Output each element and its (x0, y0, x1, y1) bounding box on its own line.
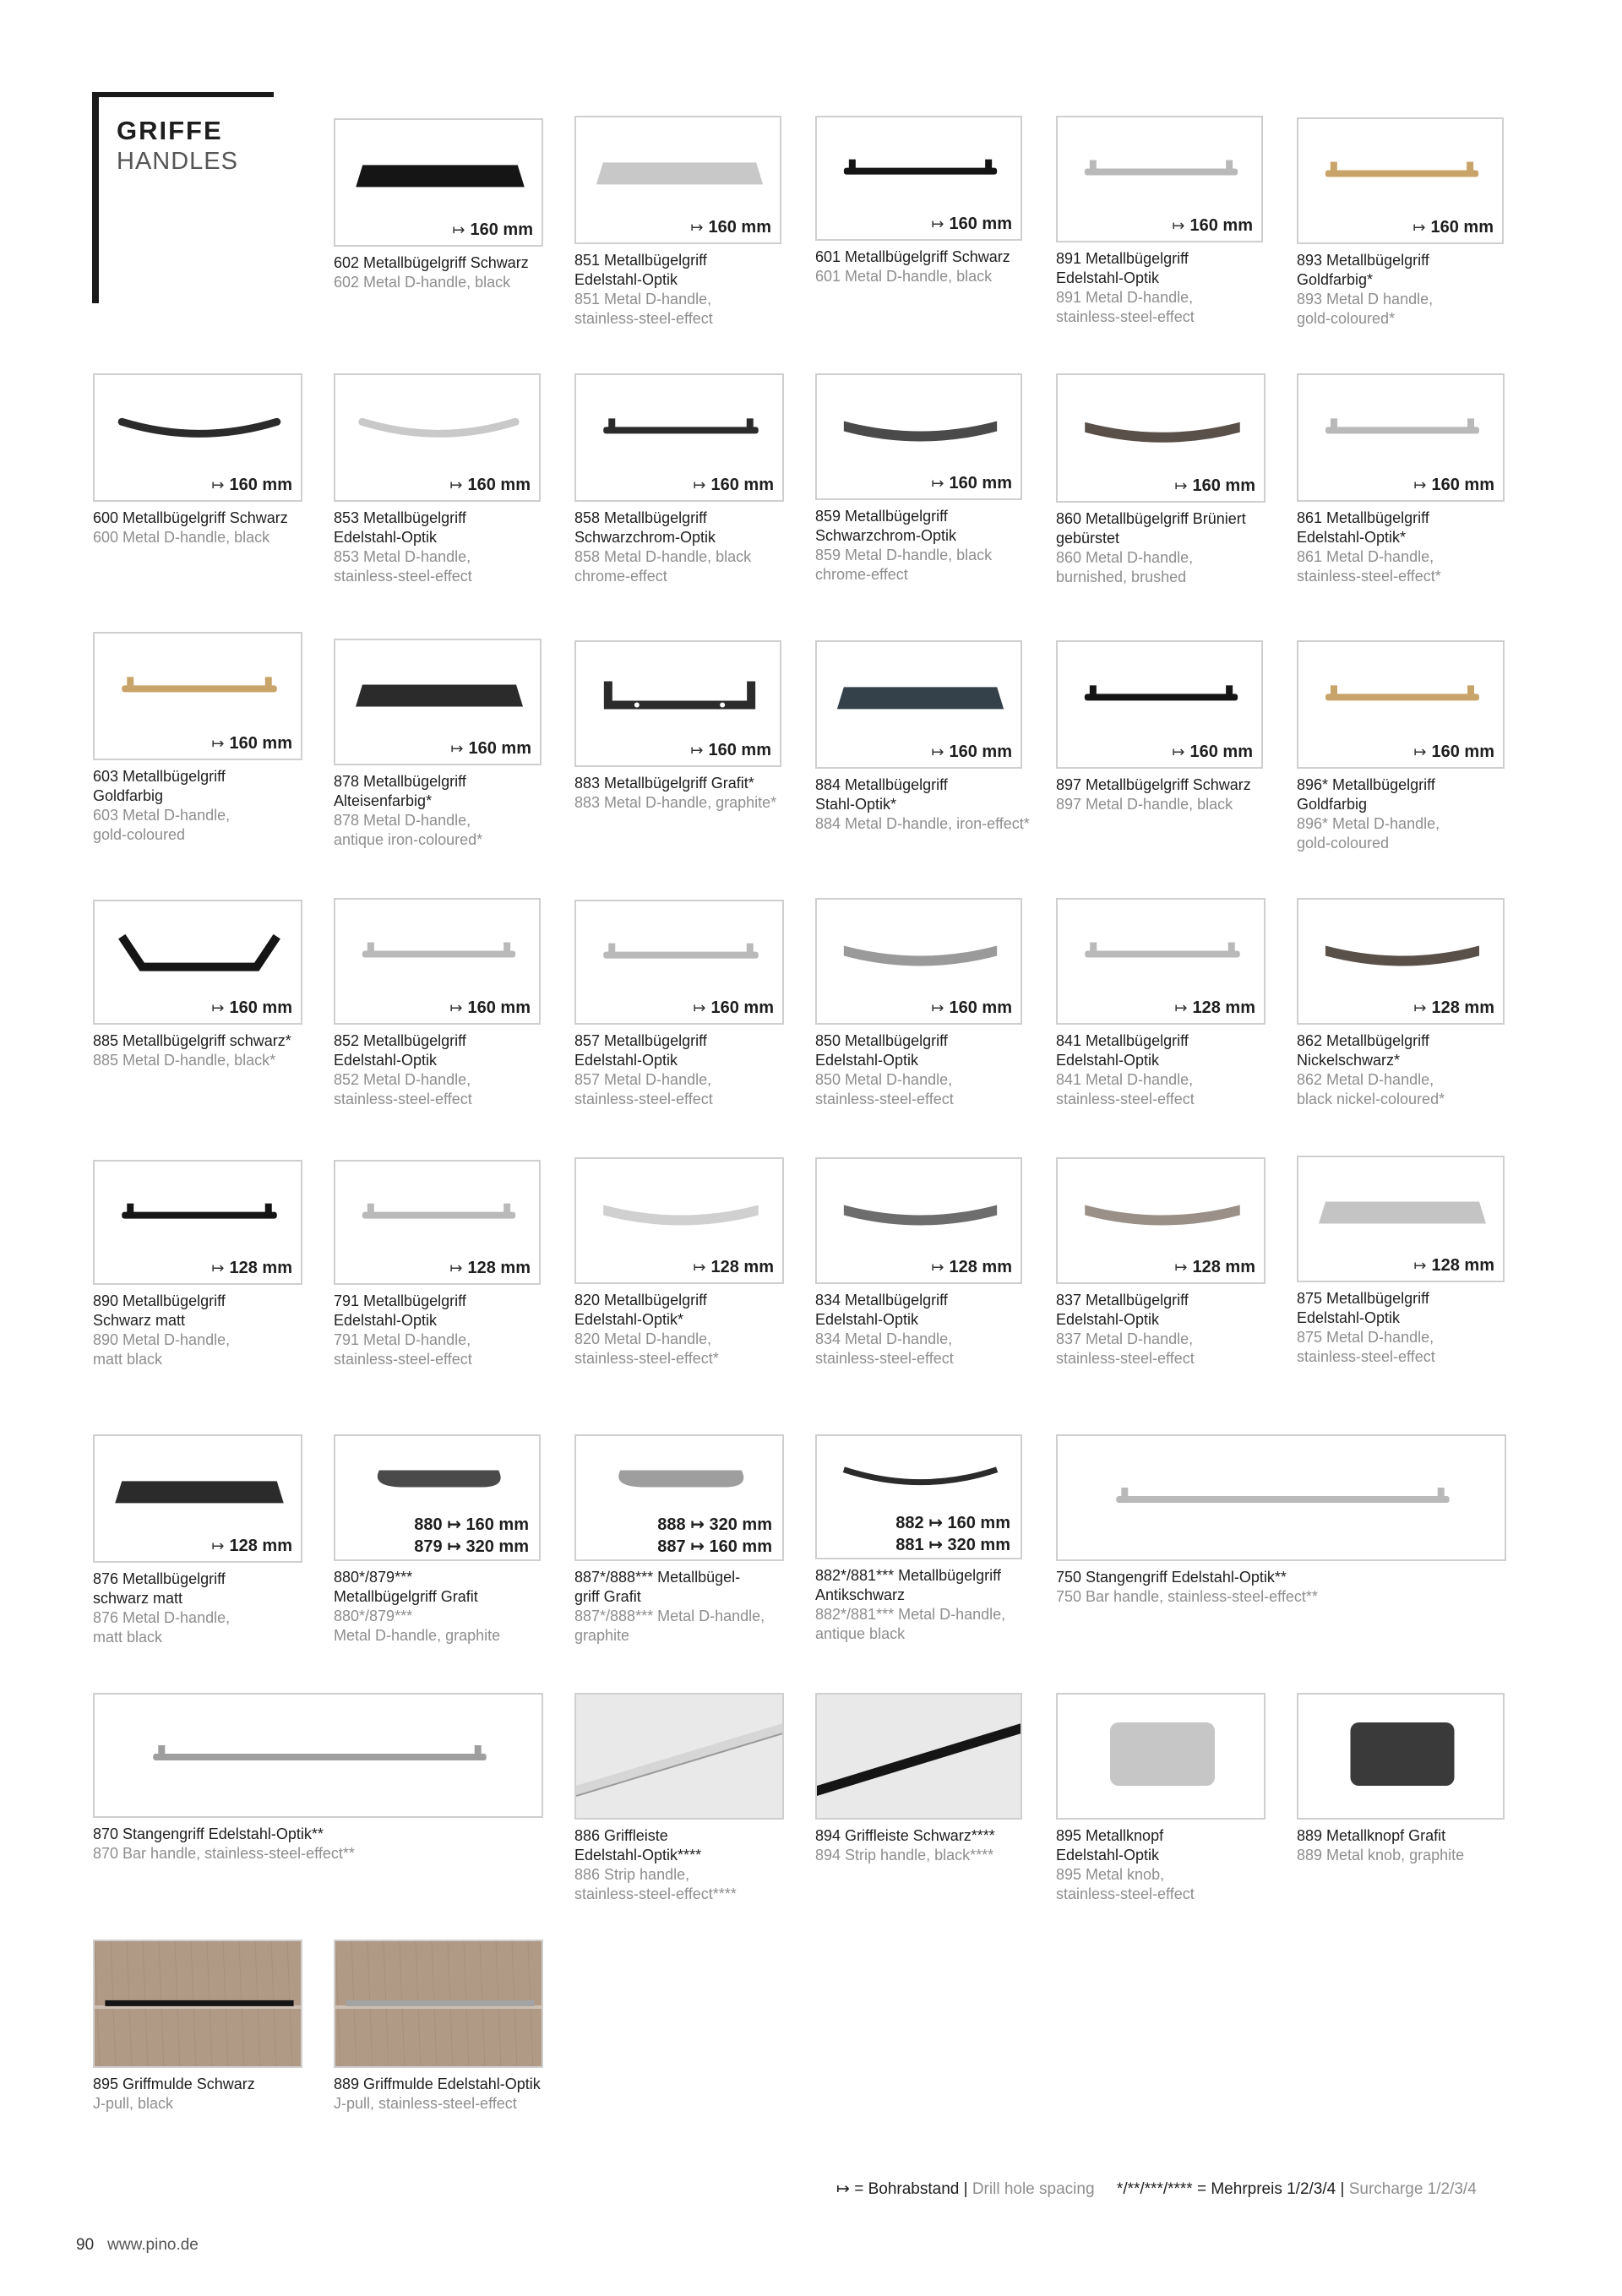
product-name-en: 896* Metal D-handle, gold-coloured (1297, 815, 1440, 851)
product-image (334, 1434, 541, 1561)
product-caption (93, 2075, 321, 2114)
product-name-de: 861 Metallbügelgriff Edelstahl-Optik* (1297, 509, 1429, 546)
product-name-en: 602 Metal D-handle, black (334, 274, 511, 291)
drill-spacing-label (931, 474, 1012, 493)
product-image (1056, 640, 1263, 769)
product-name-en: 883 Metal D-handle, graphite* (574, 794, 777, 811)
website-link[interactable]: www.pino.de (107, 2236, 199, 2254)
handle-illustration-icon (1058, 1436, 1506, 1561)
spacing-value: 160 mm (470, 220, 533, 239)
handle-illustration-icon (335, 1941, 543, 2068)
drill-spacing-label (657, 1514, 772, 1535)
product-image (574, 116, 781, 244)
product-name-de: 895 Griffmulde Schwarz (93, 2076, 255, 2092)
drill-spacing-label-secondary: 887 ↦ 160 mm (657, 1537, 772, 1556)
header-accent-bar (92, 92, 99, 303)
product-caption (334, 509, 562, 586)
product-name-de: 834 Metallbügelgriff Edelstahl-Optik (815, 1292, 948, 1328)
spacing-value: 160 mm (1431, 743, 1494, 761)
drill-spacing-icon: ↦ (449, 1260, 463, 1276)
spacing-value: 160 mm (708, 218, 771, 237)
product-caption (815, 1291, 1043, 1368)
spacing-value: 160 mm (468, 739, 531, 758)
product-image (815, 373, 1022, 500)
product-image (93, 1160, 302, 1285)
drill-spacing-label (449, 998, 531, 1018)
product-name-de: 878 Metallbügelgriff Alteisenfarbig* (334, 773, 466, 809)
product-image (93, 373, 302, 502)
product-name-en: 862 Metal D-handle, black nickel-coloured* (1297, 1071, 1445, 1107)
product-image (1297, 1693, 1505, 1820)
drill-spacing-icon: ↦ (1174, 477, 1188, 494)
product-image (815, 898, 1022, 1025)
spacing-value: 160 mm (229, 734, 292, 753)
product-name-en: 600 Metal D-handle, black (93, 529, 270, 546)
product-image (334, 1940, 543, 2068)
product-name-en: 890 Metal D-handle, matt black (93, 1331, 231, 1368)
spacing-value: 128 mm (229, 1537, 292, 1555)
product-name-en: 852 Metal D-handle, stainless-steel-effect (334, 1071, 472, 1107)
product-name-en: 894 Strip handle, black**** (815, 1847, 994, 1863)
product-image (1297, 640, 1505, 769)
spacing-value: 128 mm (710, 1258, 774, 1276)
product-caption (1056, 249, 1284, 327)
spacing-value: 160 mm (1431, 476, 1494, 494)
drill-spacing-label-secondary: 879 ↦ 320 mm (414, 1537, 529, 1556)
product-caption (574, 509, 803, 586)
product-caption (815, 507, 1043, 585)
product-image (815, 116, 1022, 241)
product-image (334, 1160, 541, 1285)
product-caption (1297, 1289, 1525, 1367)
product-name-de: 885 Metallbügelgriff schwarz* (93, 1032, 291, 1049)
spacing-value: 160 mm (708, 741, 771, 759)
product-name-en: 860 Metal D-handle, burnished, brushed (1056, 549, 1194, 585)
product-image (574, 640, 781, 767)
drill-spacing-icon: ↦ (450, 740, 464, 757)
product-caption (93, 1825, 552, 1863)
product-name-en: 885 Metal D-handle, black* (93, 1052, 276, 1069)
product-caption (1297, 251, 1525, 329)
product-caption (574, 251, 803, 329)
product-name-de: 837 Metallbügelgriff Edelstahl-Optik (1056, 1292, 1189, 1328)
page-footer (76, 2236, 199, 2255)
drill-spacing-icon: ↦ (449, 476, 463, 493)
product-caption (93, 1031, 321, 1070)
drill-spacing-label (1174, 476, 1255, 496)
drill-spacing-label (452, 220, 533, 240)
spacing-value: 160 mm (229, 476, 292, 494)
product-caption (1056, 1568, 1515, 1607)
product-name-en: 841 Metal D-handle, stainless-steel-effect (1056, 1071, 1195, 1107)
drill-spacing-label (693, 476, 774, 495)
spacing-value: 160 mm (467, 998, 531, 1017)
product-caption (815, 248, 1043, 286)
product-caption (574, 1826, 803, 1904)
section-title: GRIFFE (117, 116, 223, 145)
product-name-en: 850 Metal D-handle, stainless-steel-effect (815, 1071, 954, 1107)
product-name-de: 889 Metallknopf Grafit (1297, 1827, 1446, 1844)
product-image (93, 632, 302, 760)
product-caption (815, 1826, 1043, 1865)
drill-spacing-label (895, 1512, 1010, 1533)
drill-spacing-icon: ↦ (1174, 1259, 1188, 1276)
product-name-en: 859 Metal D-handle, black chrome-effect (815, 547, 993, 583)
product-name-en: J-pull, black (93, 2095, 174, 2112)
product-caption (1056, 775, 1284, 814)
product-name-en: 851 Metal D-handle, stainless-steel-effect (574, 291, 713, 327)
product-caption (1056, 1031, 1284, 1109)
product-caption (334, 253, 562, 292)
product-name-en: 876 Metal D-handle, matt black (93, 1609, 231, 1646)
drill-spacing-icon: ↦ (449, 999, 463, 1016)
drill-spacing-label (931, 743, 1012, 762)
product-caption (574, 1031, 803, 1109)
product-image (1297, 117, 1504, 244)
product-name-en: 601 Metal D-handle, black (815, 268, 993, 285)
product-image (1297, 373, 1505, 502)
drill-spacing-icon: ↦ (693, 1259, 706, 1276)
product-name-en: 893 Metal D handle, gold-coloured* (1297, 291, 1434, 327)
product-name-de: 851 Metallbügelgriff Edelstahl-Optik (574, 252, 707, 288)
product-caption (1297, 509, 1525, 586)
drill-spacing-label (931, 215, 1012, 234)
spacing-value: 128 mm (1192, 1258, 1255, 1276)
product-name-en: 853 Metal D-handle, stainless-steel-effect (334, 548, 472, 585)
legend-separator: | (963, 2180, 968, 2198)
drill-spacing-label (1413, 998, 1494, 1018)
product-image (1056, 116, 1263, 242)
product-image (1297, 898, 1505, 1025)
product-name-de: 886 Griffleiste Edelstahl-Optik**** (574, 1827, 702, 1863)
spacing-value: 160 mm (949, 998, 1012, 1017)
product-caption (1056, 1826, 1284, 1904)
drill-spacing-label (690, 741, 771, 760)
product-name-en: 880*/879*** Metal D-handle, graphite (334, 1608, 501, 1644)
spacing-value: 160 mm (710, 998, 774, 1017)
handle-illustration-icon (95, 1695, 543, 1818)
drill-spacing-label (931, 998, 1012, 1018)
product-name-en: 857 Metal D-handle, stainless-steel-effect (574, 1071, 713, 1107)
product-name-de: 820 Metallbügelgriff Edelstahl-Optik* (574, 1292, 707, 1328)
drill-spacing-label (1412, 218, 1494, 237)
drill-spacing-label (1413, 476, 1494, 495)
product-image (1056, 1157, 1265, 1284)
product-name-de: 853 Metallbügelgriff Edelstahl-Optik (334, 509, 466, 546)
product-caption (574, 1291, 803, 1368)
product-name-de: 883 Metallbügelgriff Grafit* (574, 775, 754, 792)
product-caption (1297, 1031, 1525, 1109)
drill-spacing-icon: ↦ (836, 2180, 850, 2198)
product-image (574, 1693, 784, 1820)
product-caption (1297, 1826, 1525, 1865)
drill-spacing-label (1172, 743, 1253, 762)
drill-spacing-icon: ↦ (931, 215, 944, 232)
product-name-de: 880*/879*** Metallbügelgriff Grafit (334, 1569, 478, 1605)
drill-spacing-icon: ↦ (931, 475, 944, 492)
product-name-de: 870 Stangengriff Edelstahl-Optik** (93, 1825, 324, 1842)
spacing-value: 160 mm (949, 474, 1012, 492)
section-header (92, 92, 274, 303)
product-image (815, 1693, 1022, 1820)
product-image (1056, 1693, 1265, 1820)
spacing-legend-en: Drill hole spacing (972, 2180, 1095, 2198)
product-caption (93, 509, 321, 547)
product-name-en: 603 Metal D-handle, gold-coloured (93, 807, 231, 843)
handle-illustration-icon (1298, 1695, 1505, 1820)
drill-spacing-icon: ↦ (1174, 999, 1188, 1016)
product-name-en: 886 Strip handle, stainless-steel-effect**** (574, 1866, 737, 1902)
drill-spacing-icon: ↦ (211, 735, 225, 752)
product-name-en: 887*/888*** Metal D-handle, graphite (574, 1608, 765, 1644)
product-image (93, 1693, 543, 1818)
product-name-de: 889 Griffmulde Edelstahl-Optik (334, 2076, 541, 2092)
product-name-en: 884 Metal D-handle, iron-effect* (815, 815, 1030, 832)
product-caption (93, 1292, 321, 1369)
drill-spacing-label (931, 1258, 1012, 1277)
product-name-de: 750 Stangengriff Edelstahl-Optik** (1056, 1569, 1287, 1586)
spacing-value: 160 mm (1192, 476, 1255, 495)
drill-spacing-label (693, 998, 774, 1018)
drill-spacing-icon: ↦ (693, 476, 706, 493)
page-number: 90 (76, 2236, 95, 2254)
product-name-en: 878 Metal D-handle, antique iron-coloured* (334, 812, 483, 848)
drill-spacing-icon: ↦ (452, 221, 465, 238)
drill-spacing-icon: ↦ (1413, 1257, 1427, 1274)
legend-separator: | (1340, 2180, 1345, 2198)
spacing-value: 160 mm (229, 998, 292, 1017)
spacing-value: 880 ↦ 160 mm (414, 1515, 529, 1534)
drill-spacing-label (450, 739, 531, 759)
product-image (93, 1940, 302, 2068)
product-caption (1056, 509, 1284, 587)
drill-spacing-label (414, 1514, 529, 1535)
drill-spacing-icon: ↦ (931, 743, 944, 760)
spacing-value: 160 mm (467, 476, 531, 494)
drill-spacing-icon: ↦ (931, 999, 944, 1016)
product-name-de: 876 Metallbügelgriff schwarz matt (93, 1570, 226, 1607)
handle-illustration-icon (95, 1941, 302, 2068)
spacing-value: 128 mm (1431, 1256, 1494, 1275)
product-caption (93, 1570, 321, 1647)
product-name-de: 884 Metallbügelgriff Stahl-Optik* (815, 776, 948, 813)
product-name-en: 882*/881*** Metal D-handle, antique black (815, 1606, 1006, 1642)
drill-spacing-icon: ↦ (211, 1537, 225, 1554)
drill-spacing-label (1413, 743, 1494, 762)
product-name-en: 891 Metal D-handle, stainless-steel-effect (1056, 289, 1195, 325)
product-caption (815, 1031, 1043, 1109)
product-name-de: 894 Griffleiste Schwarz**** (815, 1827, 995, 1844)
spacing-legend-de: = Bohrabstand (854, 2180, 960, 2198)
product-name-en: 889 Metal knob, graphite (1297, 1847, 1465, 1863)
spacing-value: 160 mm (1189, 216, 1253, 235)
drill-spacing-label (211, 998, 292, 1018)
product-caption (815, 1566, 1043, 1644)
drill-spacing-icon: ↦ (211, 999, 225, 1016)
product-image (574, 900, 784, 1025)
product-name-de: 893 Metallbügelgriff Goldfarbig* (1297, 252, 1429, 288)
handle-illustration-icon (817, 1695, 1022, 1820)
product-image (815, 1157, 1022, 1284)
product-name-de: 791 Metallbügelgriff Edelstahl-Optik (334, 1292, 466, 1329)
product-name-de: 862 Metallbügelgriff Nickelschwarz* (1297, 1032, 1429, 1069)
drill-spacing-label (211, 476, 292, 495)
product-name-en: J-pull, stainless-steel-effect (334, 2095, 517, 2112)
drill-spacing-icon: ↦ (1413, 999, 1427, 1016)
product-caption (334, 1292, 562, 1369)
drill-spacing-icon: ↦ (690, 742, 704, 759)
product-name-de: 602 Metallbügelgriff Schwarz (334, 254, 529, 271)
product-name-de: 882*/881*** Metallbügelgriff Antikschwarz (815, 1567, 1001, 1603)
spacing-value: 128 mm (467, 1259, 531, 1277)
product-image (1297, 1156, 1505, 1282)
product-image (1056, 373, 1265, 503)
spacing-value: 128 mm (1192, 998, 1255, 1017)
drill-spacing-icon: ↦ (931, 1259, 944, 1276)
product-name-en: 861 Metal D-handle, stainless-steel-effect* (1297, 548, 1441, 585)
product-name-en: 834 Metal D-handle, stainless-steel-effect (815, 1330, 954, 1367)
product-caption (334, 1031, 562, 1109)
drill-spacing-label (1413, 1256, 1494, 1276)
product-name-de: 858 Metallbügelgriff Schwarzchrom-Optik (574, 509, 716, 546)
spacing-value: 128 mm (1431, 998, 1494, 1017)
spacing-value: 888 ↦ 320 mm (657, 1515, 772, 1534)
drill-spacing-label (693, 1258, 774, 1277)
section-subtitle: HANDLES (117, 148, 238, 175)
spacing-value: 128 mm (229, 1259, 292, 1277)
product-image (815, 640, 1022, 769)
product-name-de: 601 Metallbügelgriff Schwarz (815, 248, 1010, 265)
spacing-value: 160 mm (949, 743, 1012, 761)
surcharge-legend-en: Surcharge 1/2/3/4 (1348, 2180, 1477, 2198)
product-name-de: 891 Metallbügelgriff Edelstahl-Optik (1056, 250, 1189, 286)
handle-illustration-icon (1058, 1695, 1265, 1820)
product-name-de: 895 Metallknopf Edelstahl-Optik (1056, 1827, 1164, 1863)
drill-spacing-label (690, 218, 771, 237)
product-name-de: 897 Metallbügelgriff Schwarz (1056, 776, 1251, 793)
drill-spacing-icon: ↦ (1413, 476, 1427, 493)
drill-spacing-label (211, 1259, 292, 1278)
product-image (93, 1434, 302, 1563)
spacing-value: 160 mm (1430, 218, 1494, 237)
product-name-en: 875 Metal D-handle, stainless-steel-effect (1297, 1329, 1435, 1365)
spacing-value: 160 mm (710, 476, 774, 494)
product-name-en: 858 Metal D-handle, black chrome-effect (574, 548, 752, 585)
drill-spacing-label (1172, 216, 1253, 236)
product-image (1056, 898, 1265, 1025)
product-name-de: 860 Metallbügelgriff Brüniert gebürstet (1056, 510, 1246, 547)
drill-spacing-icon: ↦ (211, 1260, 225, 1276)
product-name-en: 837 Metal D-handle, stainless-steel-effect (1056, 1330, 1195, 1367)
product-name-de: 600 Metallbügelgriff Schwarz (93, 509, 288, 526)
spacing-value: 160 mm (1189, 743, 1253, 761)
product-image (574, 1157, 784, 1284)
product-name-de: 890 Metallbügelgriff Schwarz matt (93, 1292, 226, 1329)
product-name-de: 857 Metallbügelgriff Edelstahl-Optik (574, 1032, 707, 1069)
product-name-de: 841 Metallbügelgriff Edelstahl-Optik (1056, 1032, 1189, 1069)
product-caption (1056, 1291, 1284, 1368)
product-caption (574, 1568, 803, 1646)
surcharge-legend-de: */**/***/**** = Mehrpreis 1/2/3/4 (1116, 2180, 1336, 2198)
drill-spacing-label (1174, 998, 1255, 1018)
product-name-de: 859 Metallbügelgriff Schwarzchrom-Optik (815, 508, 957, 544)
drill-spacing-label-secondary: 881 ↦ 320 mm (895, 1536, 1010, 1554)
product-caption (334, 1568, 562, 1646)
product-caption (334, 2075, 562, 2114)
product-name-en: 791 Metal D-handle, stainless-steel-effect (334, 1331, 472, 1368)
drill-spacing-label (211, 734, 292, 754)
drill-spacing-icon: ↦ (690, 219, 704, 236)
drill-spacing-icon: ↦ (1172, 743, 1185, 760)
spacing-value: 128 mm (949, 1258, 1012, 1276)
product-caption (334, 772, 562, 850)
product-name-en: 820 Metal D-handle, stainless-steel-effect* (574, 1330, 719, 1367)
legend-footer (836, 2179, 1477, 2199)
product-name-de: 887*/888*** Metallbügel- griff Grafit (574, 1569, 741, 1605)
drill-spacing-icon: ↦ (693, 999, 706, 1016)
product-caption (574, 774, 803, 813)
drill-spacing-icon: ↦ (211, 476, 225, 493)
product-name-en: 895 Metal knob, stainless-steel-effect (1056, 1866, 1195, 1902)
drill-spacing-label (211, 1537, 292, 1556)
product-image (334, 639, 542, 765)
product-image (1056, 1434, 1506, 1561)
spacing-value: 882 ↦ 160 mm (895, 1514, 1010, 1532)
product-name-de: 852 Metallbügelgriff Edelstahl-Optik (334, 1032, 466, 1069)
product-name-de: 850 Metallbügelgriff Edelstahl-Optik (815, 1032, 948, 1069)
product-caption (93, 767, 321, 845)
product-name-de: 603 Metallbügelgriff Goldfarbig (93, 768, 226, 804)
product-name-de: 875 Metallbügelgriff Edelstahl-Optik (1297, 1290, 1429, 1326)
drill-spacing-icon: ↦ (1413, 743, 1427, 760)
product-name-en: 897 Metal D-handle, black (1056, 796, 1233, 813)
drill-spacing-label (449, 1259, 531, 1278)
header-top-rule (92, 92, 274, 97)
drill-spacing-icon: ↦ (1412, 219, 1426, 236)
product-image (574, 373, 784, 502)
product-image (334, 898, 541, 1025)
product-name-de: 896* Metallbügelgriff Goldfarbig (1297, 776, 1435, 813)
product-image (93, 900, 302, 1025)
product-image (334, 373, 541, 502)
product-caption (1297, 775, 1525, 853)
product-caption (815, 775, 1043, 834)
product-name-en: 750 Bar handle, stainless-steel-effect** (1056, 1588, 1318, 1605)
product-name-en: 870 Bar handle, stainless-steel-effect** (93, 1845, 355, 1862)
spacing-value: 160 mm (949, 215, 1012, 233)
drill-spacing-label (1174, 1258, 1255, 1277)
handle-illustration-icon (576, 1695, 784, 1820)
product-image (334, 118, 543, 247)
product-image (574, 1434, 784, 1561)
drill-spacing-icon: ↦ (1172, 217, 1185, 234)
product-image (815, 1434, 1022, 1559)
drill-spacing-label (449, 476, 531, 495)
